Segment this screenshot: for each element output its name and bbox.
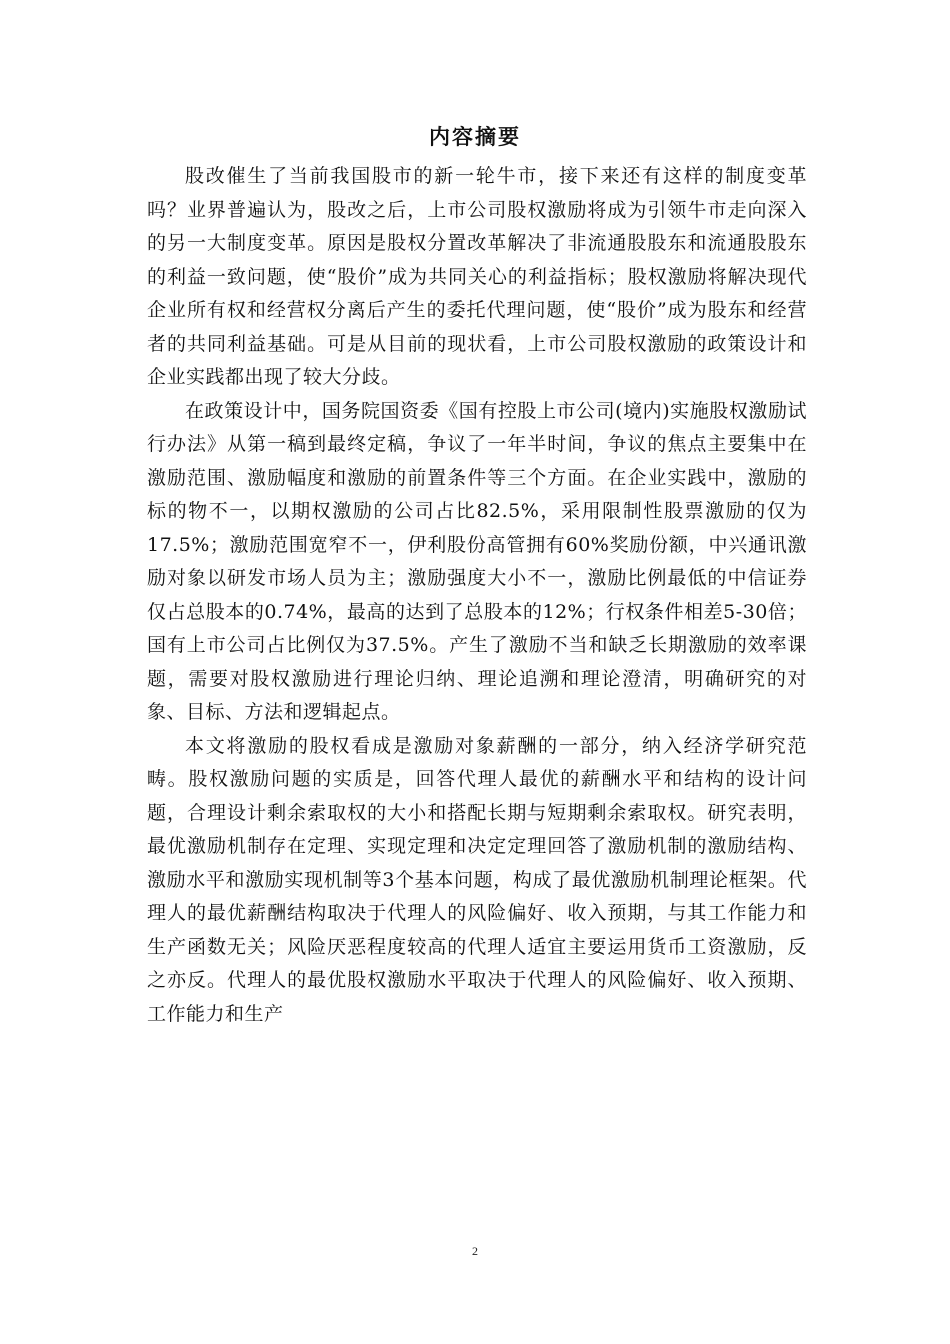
paragraph-2: 在政策设计中，国务院国资委《国有控股上市公司(境内)实施股权激励试行办法》从第一稿到最终定稿，争议了一年半时间，争议的焦点主要集中在激励范围、激励幅度和激励的前置条件等三个方面。在企业实践中，激励的标的物不一，以期权激励的公司占比82.5%，采用限制性股票激励的仅为17.5%；激励范围宽窄不一，伊利股份高管拥有60%奖励份额，中兴通讯激励对象以研发市场人员为主；激励强度大小不一，激励比例最低的中信证券仅占总股本的0.74%，最高的达到了总股本的12%；行权条件相差5-30倍；国有上市公司占比例仅为37.5%。产生了激励不当和缺乏长期激励的效率课题，需要对股权激励进行理论归纳、理论追溯和理论澄清，明确研究的对象、目标、方法和逻辑起点。 bbox=[147, 399, 807, 723]
paragraph-1: 股改催生了当前我国股市的新一轮牛市，接下来还有这样的制度变革吗？业界普遍认为，股改之后，上市公司股权激励将成为引领牛市走向深入的另一大制度变革。原因是股权分置改革解决了非流通股股东和流通股股东的利益一致问题，使“股价”成为共同关心的利益指标；股权激励将解决现代企业所有权和经营权分离后产生的委托代理问题，使“股价”成为股东和经营者的共同利益基础。可是从目前的现状看，上市公司股权激励的政策设计和企业实践都出现了较大分歧。 bbox=[147, 165, 807, 388]
abstract-title: 内容摘要 bbox=[429, 124, 521, 149]
abstract-body bbox=[147, 160, 807, 1031]
page-number: 2 bbox=[472, 1244, 478, 1258]
paragraph-3: 本文将激励的股权看成是激励对象薪酬的一部分，纳入经济学研究范畴。股权激励问题的实质是，回答代理人最优的薪酬水平和结构的设计问题，合理设计剩余索取权的大小和搭配长期与短期剩余索取权。研究表明，最优激励机制存在定理、实现定理和决定定理回答了激励机制的激励结构、激励水平和激励实现机制等3个基本问题，构成了最优激励机制理论框架。代理人的最优薪酬结构取决于代理人的风险偏好、收入预期，与其工作能力和生产函数无关；风险厌恶程度较高的代理人适宜主要运用货币工资激励，反之亦反。代理人的最优股权激励水平取决于代理人的风险偏好、收入预期、工作能力和生产 bbox=[147, 734, 807, 1025]
